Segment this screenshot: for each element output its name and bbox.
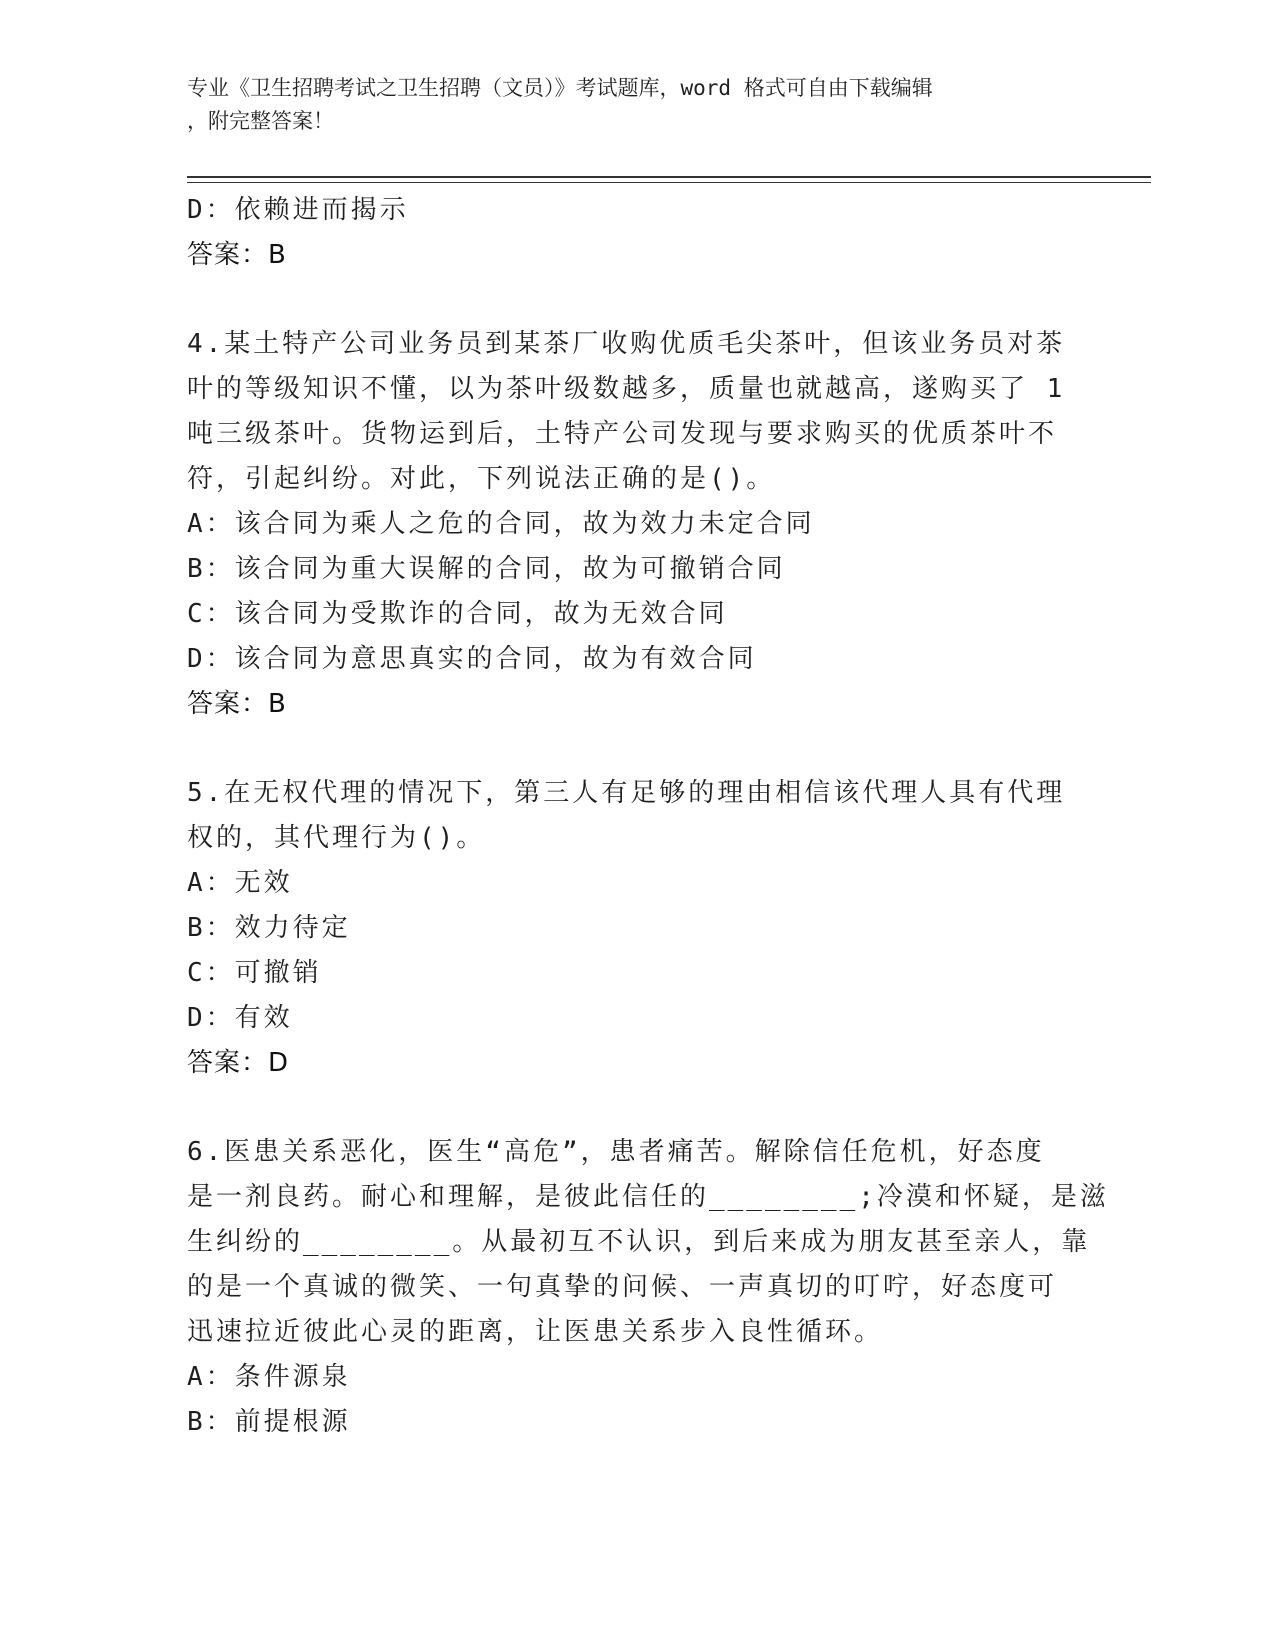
q6-stem-line: 的是一个真诚的微笑、一句真挚的问候、一声真切的叮咛，好态度可	[187, 1272, 1058, 1302]
q4-option-c: C：该合同为受欺诈的合同，故为无效合同	[187, 599, 728, 629]
q5-answer: 答案：D	[187, 1048, 290, 1078]
document-header	[187, 72, 1087, 138]
q4-stem-line: 吨三级茶叶。货物运到后，土特产公司发现与要求购买的优质茶叶不	[187, 419, 1058, 449]
q6-stem-line: 迅速拉近彼此心灵的距离，让医患关系步入良性循环。	[187, 1317, 884, 1347]
header-rule-thin	[187, 182, 1151, 183]
header-line-2: ，附完整答案！	[187, 109, 334, 133]
header-rule-thick	[187, 176, 1151, 178]
question-content	[187, 188, 1109, 1445]
q4-stem-line: 4.某土特产公司业务员到某茶厂收购优质毛尖茶叶，但该业务员对茶	[187, 329, 1066, 359]
question-6	[187, 1130, 1109, 1445]
q6-option-b: B：前提根源	[187, 1407, 351, 1437]
q6-stem-line: 生纠纷的________。从最初互不认识，到后来成为朋友甚至亲人，靠	[187, 1227, 1091, 1257]
q4-stem-line: 符，引起纠纷。对此，下列说法正确的是()。	[187, 464, 776, 494]
q4-answer: 答案：B	[187, 689, 287, 719]
q4-option-d: D：该合同为意思真实的合同，故为有效合同	[187, 644, 757, 674]
question-4	[187, 322, 1077, 727]
q5-option-a: A：无效	[187, 868, 293, 898]
prev-answer: 答案：B	[187, 240, 287, 270]
q4-stem-line: 叶的等级知识不懂，以为茶叶级数越多，质量也就越高，遂购买了 1	[187, 374, 1066, 404]
q4-option-b: B：该合同为重大误解的合同，故为可撤销合同	[187, 554, 786, 584]
header-line-1: 专业《卫生招聘考试之卫生招聘（文员）》考试题库，word 格式可自由下载编辑	[187, 76, 933, 100]
prev-option-d: D：依赖进而揭示	[187, 195, 409, 225]
q6-stem-line: 是一剂良药。耐心和理解，是彼此信任的________;冷漠和怀疑，是滋	[187, 1182, 1109, 1212]
q6-option-a: A：条件源泉	[187, 1362, 351, 1392]
q5-option-b: B：效力待定	[187, 913, 351, 943]
q5-option-c: C：可撤销	[187, 958, 322, 988]
q5-stem-line: 5.在无权代理的情况下，第三人有足够的理由相信该代理人具有代理	[187, 778, 1066, 808]
q5-option-d: D：有效	[187, 1003, 293, 1033]
question-5	[187, 771, 1077, 1086]
q5-stem-line: 权的，其代理行为()。	[187, 823, 486, 853]
q4-option-a: A：该合同为乘人之危的合同，故为效力未定合同	[187, 509, 815, 539]
q6-stem-line: 6.医患关系恶化，医生“高危”，患者痛苦。解除信任危机，好态度	[187, 1137, 1045, 1167]
